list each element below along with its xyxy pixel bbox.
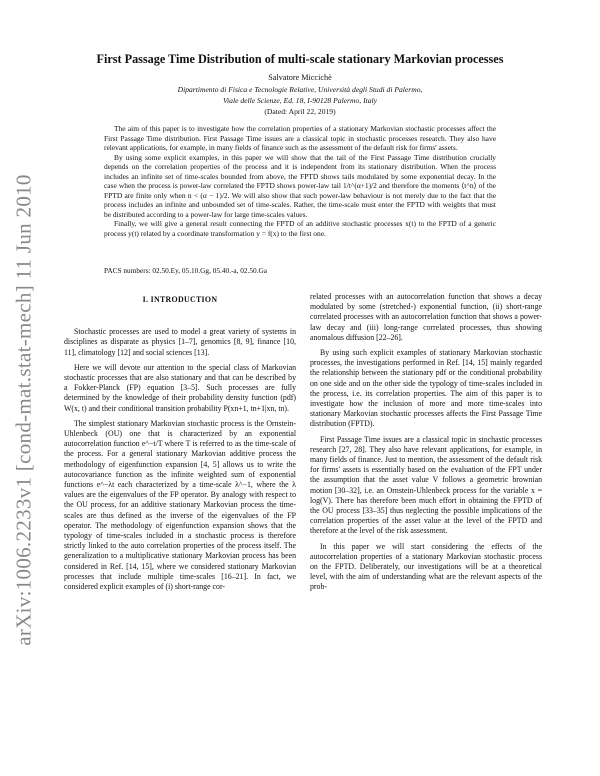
pacs-numbers: PACS numbers: 02.50.Ey, 05.10.Gg, 05.40.-a, 02.50.Ga bbox=[104, 266, 268, 275]
arxiv-identifier: arXiv:1006.2233v1 [cond-mat.stat-mech] 11 Jun 2010 bbox=[11, 174, 36, 646]
abstract-paragraph: The aim of this paper is to investigate how the correlation properties of a stationary Markovian stochastic processes affect the First Passage Time distribution. First Passage Time issues are a classical topic in stochastic processes research. They also have relevant applications, for example, in many fields of finance such as the assessment of the default risk for firms' assets. bbox=[104, 124, 496, 153]
body-paragraph: Here we will devote our attention to the special class of Markovian stochastic processes that are also stationary and that can be described by a Fokker-Planck (FP) equation [3–5]. Such processes are fully determined by the knowledge of their probability density function (pdf) W(x, t) and their conditional transition probability P(xn+1, tn+1|xn, tn). bbox=[64, 362, 296, 413]
body-paragraph: In this paper we will start considering the effects of the autocorrelation properties of a stationary Markovian stochastic process on the FPTD. Deliberately, our investigations will be at a theoretical level, with the aim of understanding what are the relevant aspects of the prob- bbox=[310, 541, 542, 592]
body-paragraph: related processes with an autocorrelation function that shows a decay modulated by some (stretched-) exponential function, (ii) short-range correlated processes with an autocorrelation function that shows a power-law decay and (iii) long-range correlated processes, thus showing anomalous diffusion [22–26]. bbox=[310, 292, 542, 342]
affiliation bbox=[60, 85, 540, 106]
arxiv-identifier-stamp bbox=[4, 174, 44, 646]
affiliation-line: Dipartimento di Fisica e Tecnologie Relative, Università degli Studi di Palermo, bbox=[177, 85, 423, 94]
body-paragraph: Stochastic processes are used to model a great variety of systems in disciplines as disparate as physics [1–7], genomics [8, 9], finance [10, 11], climatology [12] and social sciences [13]. bbox=[64, 327, 296, 357]
right-column bbox=[310, 292, 542, 598]
author: Salvatore Miccichè bbox=[268, 73, 332, 82]
date: (Dated: April 22, 2019) bbox=[264, 107, 336, 116]
left-column bbox=[64, 295, 296, 597]
body-paragraph: The simplest stationary Markovian stochastic process is the Ornstein-Uhlenbeck (OU) one that is characterized by an exponential autocorrelation function e^−t/T where T is referred to as the time-scale of the process. For a general stationary Markovian additive process the methodology of eigenfunction expansion [4, 5] allows us to write the autocovariance function as the infinite weighted sum of exponential functions e^−λt each characterized by a time-scale λ^−1, where the λ values are the eigenvalues of the FP operator. By analogy with respect to the OU process, for an additive stationary Markovian process the time-scales are thus defined as the inverse of the eigenvalues of the FP operator. The methodology of eigenfunction expansion shows that the typology of time-scales included in a stochastic process is therefore strictly linked to the auto correlation properties of the process itself. The generalization to a multiplicative stationary Markovian process has been considered in Ref. [14, 15], where we considered stationary Markovian processes that include multiple time-scales [16–21]. In fact, we considered explicit examples of (i) short-range cor- bbox=[64, 418, 296, 592]
body-paragraph: First Passage Time issues are a classical topic in stochastic processes research [27, 28]. They also have relevant applications, for example, in many fields of finance. Just to mention, the assessment of the default risk for firms' assets is essentially based on the evaluation of the FPT under the assumption that the asset value V follows a geometric brownian motion [30–32], i.e. an Ornstein-Uhlenbeck process for the variable x = log(V). There has therefore been much effort in obtaining the FPTD of the OU process [33–35] thus neglecting the possible implications of the correlation properties of the asset value at the level of the FPTD and therefore at the level of the risk assessment. bbox=[310, 434, 542, 536]
abstract-paragraph: Finally, we will give a general result connecting the FPTD of an additive stochastic processes x(t) to the FPTD of a generic process y(t) related by a coordinate transformation y = f(x) to the first one. bbox=[104, 219, 496, 239]
paper-title: First Passage Time Distribution of multi-scale stationary Markovian processes bbox=[96, 52, 504, 66]
abstract bbox=[104, 124, 496, 239]
section-heading: I. INTRODUCTION bbox=[142, 295, 218, 304]
abstract-paragraph: By using some explicit examples, in this paper we will show that the tail of the First Passage Time distribution crucially depends on the correlation properties of the process and it is independent from its stationary distribution. When the process includes an infinite set of time-scales bounded from above, the FPTD shows tails modulated by some exponential decay. In the case when the process is power-law correlated the FPTD shows power-law tail 1/t^(α+1)/2 and therefore the moments ⟨t^n⟩ of the FPTD are finite only when n < (α − 1)/2. We will also show that such power-law behaviour is not merely due to the fact that the process includes an infinite and unbounded set of time-scales. Rather, the time-scale must enter the FPTD with weights that must be distributed according to a power-law for large time-scales values. bbox=[104, 152, 496, 219]
body-paragraph: By using such explicit examples of stationary Markovian stochastic processes, the investigations performed in Ref. [14, 15] mainly regarded the relationship between the stationary pdf or the conditional probability on one side and on the other side the typology of time-scales included in the process, i.e. its correlation properties. The aim of this paper is to investigate how the inclusion of more and more time-scales into stationary Markovian stochastic processes affects the First Passage Time distribution (FPTD). bbox=[310, 348, 542, 429]
affiliation-line: Viale delle Scienze, Ed. 18, I-90128 Palermo, Italy bbox=[222, 95, 377, 105]
